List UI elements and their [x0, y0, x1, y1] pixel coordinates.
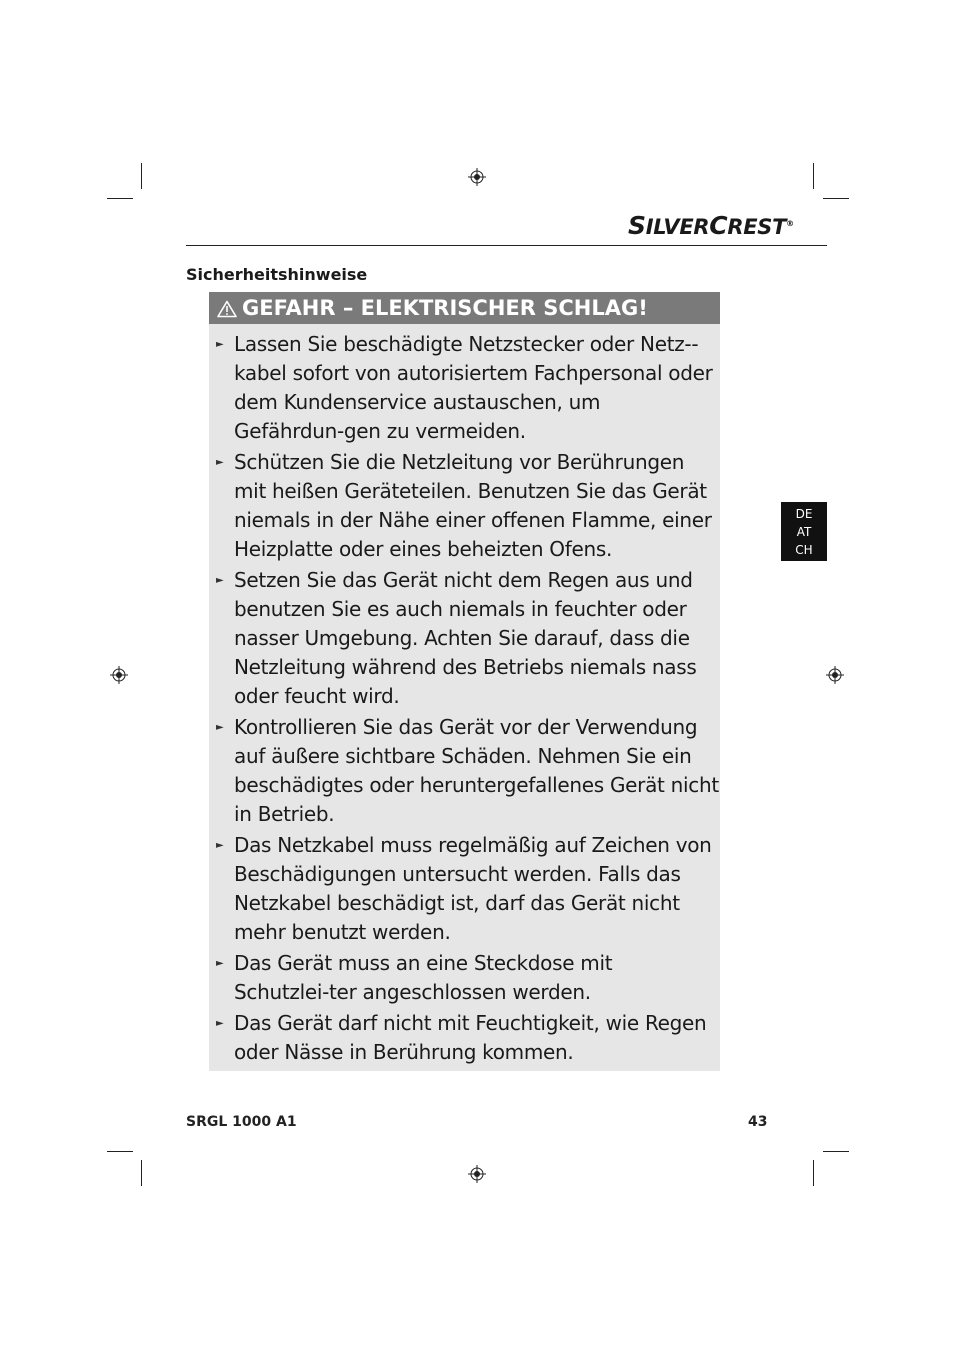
list-item — [209, 949, 720, 1007]
list-item-text: Schützen Sie die Netzleitung vor Berührungen mit heißen Geräteteilen. Benutzen Sie das Gerät niemals in der Nähe einer offenen Flamme, einer Heizplatte oder eines beheizten Ofens. — [234, 450, 712, 561]
registration-mark-icon — [826, 666, 844, 684]
warning-title: GEFAHR – ELEKTRISCHER SCHLAG! — [242, 296, 648, 320]
warning-header — [209, 292, 720, 324]
language-code: AT — [796, 525, 812, 539]
header-rule — [186, 245, 827, 246]
bullet-arrow-icon: ► — [216, 575, 224, 586]
warning-triangle-icon — [217, 300, 237, 318]
list-item-text: Setzen Sie das Gerät nicht dem Regen aus und benutzen Sie es auch niemals in feuchter oder nasser Umgebung. Achten Sie darauf, dass die Netzleitung während des Betriebs niemals nass oder feucht wird. — [234, 568, 697, 708]
warning-box — [209, 292, 720, 1071]
list-item-text: Das Gerät darf nicht mit Feuchtigkeit, wie Regen oder Nässe in Berührung kommen. — [234, 1011, 707, 1064]
list-item-text: Das Netzkabel muss regelmäßig auf Zeichen von Beschädigungen untersucht werden. Falls das Netzkabel beschädigt ist, darf das Gerät nicht mehr benutzt werden. — [234, 833, 712, 944]
section-title: Sicherheitshinweise — [186, 265, 368, 284]
bullet-arrow-icon: ► — [216, 457, 224, 468]
crop-mark — [813, 1160, 814, 1186]
list-item — [209, 831, 720, 947]
registration-mark-icon — [468, 168, 486, 186]
brand-logo: SILVERCREST® — [628, 211, 794, 240]
language-code: DE — [795, 507, 813, 521]
list-item-text: Kontrollieren Sie das Gerät vor der Verwendung auf äußere sichtbare Schäden. Nehmen Sie ein beschädigtes oder heruntergefallenes Gerät nicht in Betrieb. — [234, 715, 719, 826]
crop-mark — [141, 1160, 142, 1186]
warning-list — [209, 330, 720, 1069]
crop-mark — [823, 198, 849, 199]
language-code: CH — [795, 543, 813, 557]
list-item — [209, 713, 720, 829]
bullet-arrow-icon: ► — [216, 722, 224, 733]
registration-mark-icon — [110, 666, 128, 684]
crop-mark — [813, 163, 814, 189]
crop-mark — [823, 1151, 849, 1152]
crop-mark — [107, 1151, 133, 1152]
crop-mark — [107, 198, 133, 199]
model-number: SRGL 1000 A1 — [186, 1114, 297, 1130]
registration-mark-icon — [468, 1165, 486, 1183]
list-item-text: Lassen Sie beschädigte Netzstecker oder Netz-kabel sofort von autorisiertem Fachpersonal oder dem Kundenservice austauschen, um Gefährdun-gen zu vermeiden. — [234, 332, 713, 443]
bullet-arrow-icon: ► — [216, 958, 224, 969]
bullet-arrow-icon: ► — [216, 840, 224, 851]
list-item — [209, 566, 720, 711]
crop-mark — [141, 163, 142, 189]
page-number: 43 — [748, 1114, 768, 1130]
bullet-arrow-icon: ► — [216, 1018, 224, 1029]
bullet-arrow-icon: ► — [216, 339, 224, 350]
language-tab — [781, 502, 827, 561]
list-item — [209, 448, 720, 564]
list-item-text: Das Gerät muss an eine Steckdose mit Schutzlei-ter angeschlossen werden. — [234, 951, 613, 1004]
list-item — [209, 330, 720, 446]
list-item — [209, 1009, 720, 1067]
